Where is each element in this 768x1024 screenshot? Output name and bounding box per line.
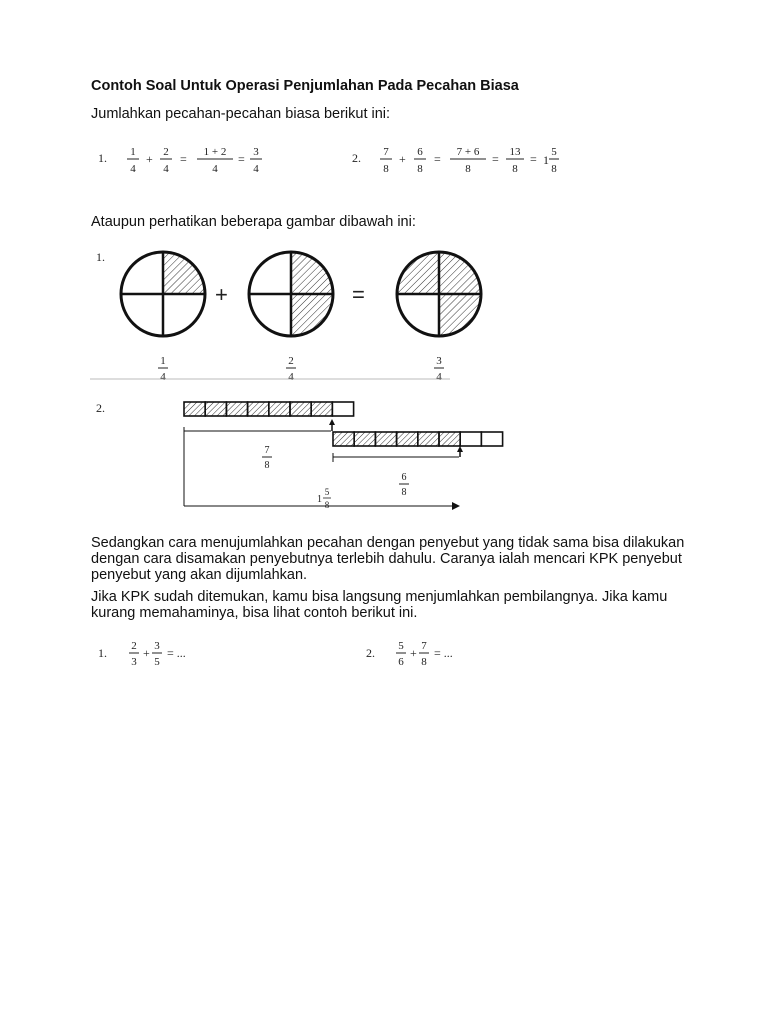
bar-cell-empty [481, 432, 502, 446]
ex1-tail: = ... [167, 646, 186, 660]
page-title: Contoh Soal Untuk Operasi Penjumlahan Pada Pecahan Biasa [91, 78, 519, 94]
ex1-f2-num: 3 [154, 640, 160, 652]
eq2-f1-den: 8 [383, 163, 389, 175]
plus-sign: + [143, 646, 150, 660]
bar-cell-shaded [290, 402, 311, 416]
plus-sign: + [410, 646, 417, 660]
figure-circles [0, 245, 768, 385]
eq2-f3-den: 8 [465, 163, 471, 175]
ex2-f2-den: 8 [421, 656, 427, 668]
bar-cell-shaded [248, 402, 269, 416]
ex2-f2-num: 7 [421, 640, 427, 652]
examples-row [0, 635, 768, 675]
plus-sign: + [215, 282, 228, 307]
equals-sign: = [352, 282, 365, 307]
bar-cell-shaded [269, 402, 290, 416]
bar-cell-shaded [311, 402, 332, 416]
bar-cell-empty [460, 432, 481, 446]
fig1-label2-num: 2 [288, 355, 294, 367]
eq1-f1-num: 1 [130, 146, 136, 158]
label-6-8-num: 6 [401, 472, 407, 483]
paragraph-kpk: Sedangkan cara menujumlahkan pecahan dengan penyebut yang tidak sama bisa dilakukan dengan cara disamakan penyebutnya terlebih dahulu. Caranya ialah mencari KPK penyebut penyebut yang akan dijumlahkan. [91, 535, 685, 583]
equals-sign: = [530, 152, 537, 166]
bar-cell-shaded [354, 432, 375, 446]
eq1-f2-num: 2 [163, 146, 169, 158]
equals-sign: = [238, 152, 245, 166]
equations-row [0, 135, 768, 185]
bar-cell-shaded [205, 402, 226, 416]
ex1-f1-den: 3 [131, 656, 137, 668]
figure-bars [0, 395, 768, 520]
eq1-f3-den: 4 [212, 163, 218, 175]
circle-three-quarters [397, 252, 481, 336]
arrow-six-eighths [333, 446, 463, 462]
intro-text: Jumlahkan pecahan-pecahan biasa berikut ini: [91, 106, 391, 122]
eq1-f3-num: 1 + 2 [203, 146, 227, 158]
eq2-f4-den: 8 [512, 163, 518, 175]
paragraph-pembilang: Jika KPK sudah ditemukan, kamu bisa langsung menjumlahkan pembilangnya. Jika kamu kurang memahaminya, bisa lihat contoh berikut ini. [91, 589, 668, 621]
fig2-number: 2. [96, 401, 105, 415]
arrow-seven-eighths [184, 419, 335, 436]
ex2-number: 2. [366, 646, 375, 660]
bar-cell-shaded [397, 432, 418, 446]
bar-cell-shaded [418, 432, 439, 446]
eq1-f2-den: 4 [163, 163, 169, 175]
equals-sign: = [434, 152, 441, 166]
fig1-label3-den: 4 [436, 371, 442, 383]
eq2-f1-num: 7 [383, 146, 389, 158]
bar-cell-shaded [226, 402, 247, 416]
eq2-mixed-den: 8 [551, 163, 557, 175]
bar-cell-shaded [184, 402, 205, 416]
eq1-number: 1. [98, 151, 107, 165]
plus-sign: + [399, 152, 406, 166]
eq1-f1-den: 4 [130, 163, 136, 175]
ex1-number: 1. [98, 646, 107, 660]
eq2-mixed-whole: 1 [543, 153, 549, 167]
ex1-f2-den: 5 [154, 656, 160, 668]
label-7-8-num: 7 [264, 445, 270, 456]
label-6-8-den: 8 [401, 487, 407, 498]
bar-cell-shaded [439, 432, 460, 446]
circle-two-quarters [249, 252, 333, 336]
label-7-8-den: 8 [264, 460, 270, 471]
bar-cell-shaded [375, 432, 396, 446]
eq2-number: 2. [352, 151, 361, 165]
fig1-label1-den: 4 [160, 371, 166, 383]
eq2-f2-num: 6 [417, 146, 423, 158]
bar-cell-empty [332, 402, 353, 416]
eq2-f4-num: 13 [509, 146, 521, 158]
ex2-f1-num: 5 [398, 640, 404, 652]
ex2-tail: = ... [434, 646, 453, 660]
eq1-f4-num: 3 [253, 146, 259, 158]
ex1-f1-num: 2 [131, 640, 137, 652]
eq2-f3-num: 7 + 6 [456, 146, 480, 158]
pictures-intro: Ataupun perhatikan beberapa gambar dibawah ini: [91, 214, 416, 230]
label-total-num: 5 [324, 487, 330, 497]
arrow-total [184, 436, 460, 510]
plus-sign: + [146, 152, 153, 166]
bar-cell-shaded [333, 432, 354, 446]
bar-six-eighths [333, 432, 503, 446]
bar-seven-eighths [184, 402, 354, 416]
fig1-label3-num: 3 [436, 355, 442, 367]
equals-sign: = [492, 152, 499, 166]
eq2-mixed-num: 5 [551, 146, 557, 158]
label-total-whole: 1 [317, 494, 322, 505]
ex2-f1-den: 6 [398, 656, 404, 668]
fig1-label1-num: 1 [160, 355, 166, 367]
equals-sign: = [180, 152, 187, 166]
circle-one-quarter [121, 252, 205, 336]
eq2-f2-den: 8 [417, 163, 423, 175]
fig1-label2-den: 4 [288, 371, 294, 383]
fig1-number: 1. [96, 250, 105, 264]
eq1-f4-den: 4 [253, 163, 259, 175]
label-total-den: 8 [324, 500, 330, 510]
